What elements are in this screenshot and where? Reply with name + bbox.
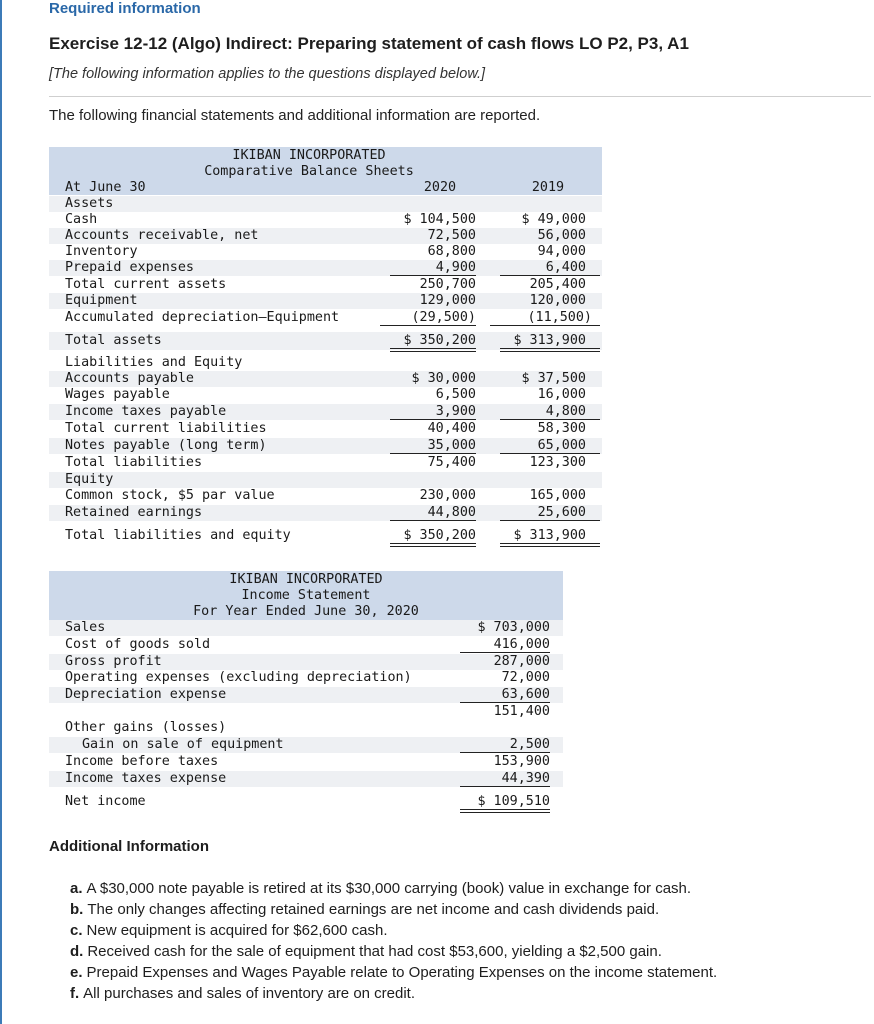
is-value: 72,000 xyxy=(501,670,550,685)
bs-2020-value: 68,800 xyxy=(427,244,476,259)
bs-2019-value xyxy=(500,505,600,521)
bs-row-label: Common stock, $5 par value xyxy=(65,488,275,503)
row-band xyxy=(49,472,602,488)
bs-row-label: Accounts payable xyxy=(65,371,194,386)
note-item xyxy=(70,983,717,1004)
is-row-label: Net income xyxy=(65,794,146,809)
is-value: 44,390 xyxy=(460,771,550,787)
bs-2019-value-text: $ 313,900 xyxy=(513,528,586,543)
is-title: Income Statement xyxy=(241,588,371,603)
is-value: 153,900 xyxy=(493,754,550,769)
bs-2019-value xyxy=(500,404,600,420)
bs-2019-value-text: $ 313,900 xyxy=(513,333,586,348)
exercise-title: Exercise 12-12 (Algo) Indirect: Preparing statement of cash flows LO P2, P3, A1 xyxy=(49,34,689,53)
bs-2019-value-text: 6,400 xyxy=(545,260,586,275)
bs-row-label: Total liabilities and equity xyxy=(65,528,291,543)
bs-row-label: Wages payable xyxy=(65,387,170,402)
bs-row-label: Notes payable (long term) xyxy=(65,438,267,453)
additional-notes-list xyxy=(70,878,717,1004)
bs-title: Comparative Balance Sheets xyxy=(204,164,414,179)
is-value: $ 109,510 xyxy=(460,794,550,813)
bs-2019-value-text: 65,000 xyxy=(537,438,586,453)
bs-2020-value: $ 350,200 xyxy=(390,333,476,352)
bs-2020-value: 6,500 xyxy=(435,387,476,402)
intro-text: The following financial statements and additional information are reported. xyxy=(49,107,541,124)
note-letter: f. xyxy=(70,985,80,1002)
bs-row-label: Total current assets xyxy=(65,277,227,292)
is-value: 151,400 xyxy=(493,704,550,719)
bs-2020-value: 72,500 xyxy=(427,228,476,243)
is-value: 63,600 xyxy=(460,687,550,703)
bs-2019-value xyxy=(500,438,600,454)
bs-row-label: Total assets xyxy=(65,333,162,348)
bs-liabilities-heading: Liabilities and Equity xyxy=(65,355,243,370)
bs-2019-value-text: 25,600 xyxy=(537,505,586,520)
bs-row-label: Inventory xyxy=(65,244,138,259)
note-text: Prepaid Expenses and Wages Payable relate to Operating Expenses on the income statement. xyxy=(86,964,718,981)
bs-2020-value: 75,400 xyxy=(427,455,476,470)
bs-row-label: Equipment xyxy=(65,293,138,308)
bs-2019-value xyxy=(500,528,600,547)
left-edge-border xyxy=(0,0,2,1024)
bs-2019-value: 58,300 xyxy=(537,421,586,436)
note-item xyxy=(70,878,717,899)
bs-2020-value: 40,400 xyxy=(427,421,476,436)
note-letter: a. xyxy=(70,880,83,897)
bs-row-label: Accumulated depreciation—Equipment xyxy=(65,310,340,325)
bs-2019-value-text: 4,800 xyxy=(545,404,586,419)
bs-2019-value: $ 49,000 xyxy=(521,212,586,227)
is-row-label: Other gains (losses) xyxy=(65,720,227,735)
bs-date-label: At June 30 xyxy=(65,180,146,195)
is-value: 416,000 xyxy=(460,637,550,653)
bs-2019-value xyxy=(500,260,600,276)
bs-2019-value: 123,300 xyxy=(529,455,586,470)
exercise-subtitle: [The following information applies to the questions displayed below.] xyxy=(49,66,486,82)
bs-2020-value: 35,000 xyxy=(390,438,476,454)
is-row-label: Cost of goods sold xyxy=(65,637,211,652)
bs-2020-value: $ 104,500 xyxy=(403,212,476,227)
note-item xyxy=(70,962,717,983)
bs-row-label: Total current liabilities xyxy=(65,421,267,436)
note-text: Received cash for the sale of equipment that had cost $53,600, yielding a $2,500 gain. xyxy=(87,943,662,960)
bs-2019-value: 94,000 xyxy=(537,244,586,259)
bs-2020-value: 3,900 xyxy=(390,404,476,420)
bs-2019-value-text: (11,500) xyxy=(527,310,592,325)
bs-2020-value: (29,500) xyxy=(380,310,476,326)
is-value: 287,000 xyxy=(493,654,550,669)
is-value: $ 703,000 xyxy=(477,620,550,635)
bs-2019-value xyxy=(490,310,600,326)
note-letter: b. xyxy=(70,901,84,918)
note-letter: c. xyxy=(70,922,83,939)
is-row-label: Income before taxes xyxy=(65,754,219,769)
additional-information-title: Additional Information xyxy=(49,838,209,855)
bs-2020-value: $ 350,200 xyxy=(390,528,476,547)
bs-2019-value: 16,000 xyxy=(537,387,586,402)
note-text: All purchases and sales of inventory are on credit. xyxy=(83,985,416,1002)
is-value: 2,500 xyxy=(460,737,550,753)
is-row-label: Operating expenses (excluding depreciation) xyxy=(65,670,412,685)
bs-row-label: Total liabilities xyxy=(65,455,203,470)
bs-2019-value: 120,000 xyxy=(529,293,586,308)
is-row-label: Gain on sale of equipment xyxy=(82,737,284,752)
is-row-label: Gross profit xyxy=(65,654,162,669)
bs-2020-value: 4,900 xyxy=(390,260,476,276)
is-row-label: Income taxes expense xyxy=(65,771,227,786)
divider xyxy=(49,96,871,97)
bs-row-label: Income taxes payable xyxy=(65,404,227,419)
note-text: A $30,000 note payable is retired at its $30,000 carrying (book) value in exchange for cash. xyxy=(86,880,692,897)
bs-row-label: Accounts receivable, net xyxy=(65,228,259,243)
bs-2019-value: 165,000 xyxy=(529,488,586,503)
bs-2019-value: $ 37,500 xyxy=(521,371,586,386)
note-item xyxy=(70,941,717,962)
is-row-label: Sales xyxy=(65,620,106,635)
bs-2020-value: $ 30,000 xyxy=(411,371,476,386)
bs-2020-value: 129,000 xyxy=(419,293,476,308)
bs-assets-heading: Assets xyxy=(65,196,114,211)
bs-year-2020: 2020 xyxy=(423,180,457,195)
bs-2020-value: 44,800 xyxy=(390,505,476,521)
bs-company: IKIBAN INCORPORATED xyxy=(232,148,386,163)
bs-2019-value xyxy=(500,333,600,352)
is-company: IKIBAN INCORPORATED xyxy=(229,572,383,587)
note-text: New equipment is acquired for $62,600 cash. xyxy=(86,922,388,939)
bs-2019-value: 56,000 xyxy=(537,228,586,243)
is-row-label: Depreciation expense xyxy=(65,687,227,702)
note-text: The only changes affecting retained earnings are net income and cash dividends paid. xyxy=(87,901,660,918)
required-information-label: Required information xyxy=(49,0,201,17)
bs-equity-heading: Equity xyxy=(65,472,114,487)
bs-row-label: Retained earnings xyxy=(65,505,203,520)
note-letter: d. xyxy=(70,943,84,960)
bs-2020-value: 250,700 xyxy=(419,277,476,292)
bs-row-label: Cash xyxy=(65,212,98,227)
note-item xyxy=(70,920,717,941)
bs-2020-value: 230,000 xyxy=(419,488,476,503)
is-period: For Year Ended June 30, 2020 xyxy=(193,604,419,619)
note-letter: e. xyxy=(70,964,83,981)
bs-2019-value: 205,400 xyxy=(529,277,586,292)
row-band xyxy=(49,196,602,212)
note-item xyxy=(70,899,717,920)
bs-row-label: Prepaid expenses xyxy=(65,260,194,275)
bs-year-2019: 2019 xyxy=(531,180,565,195)
